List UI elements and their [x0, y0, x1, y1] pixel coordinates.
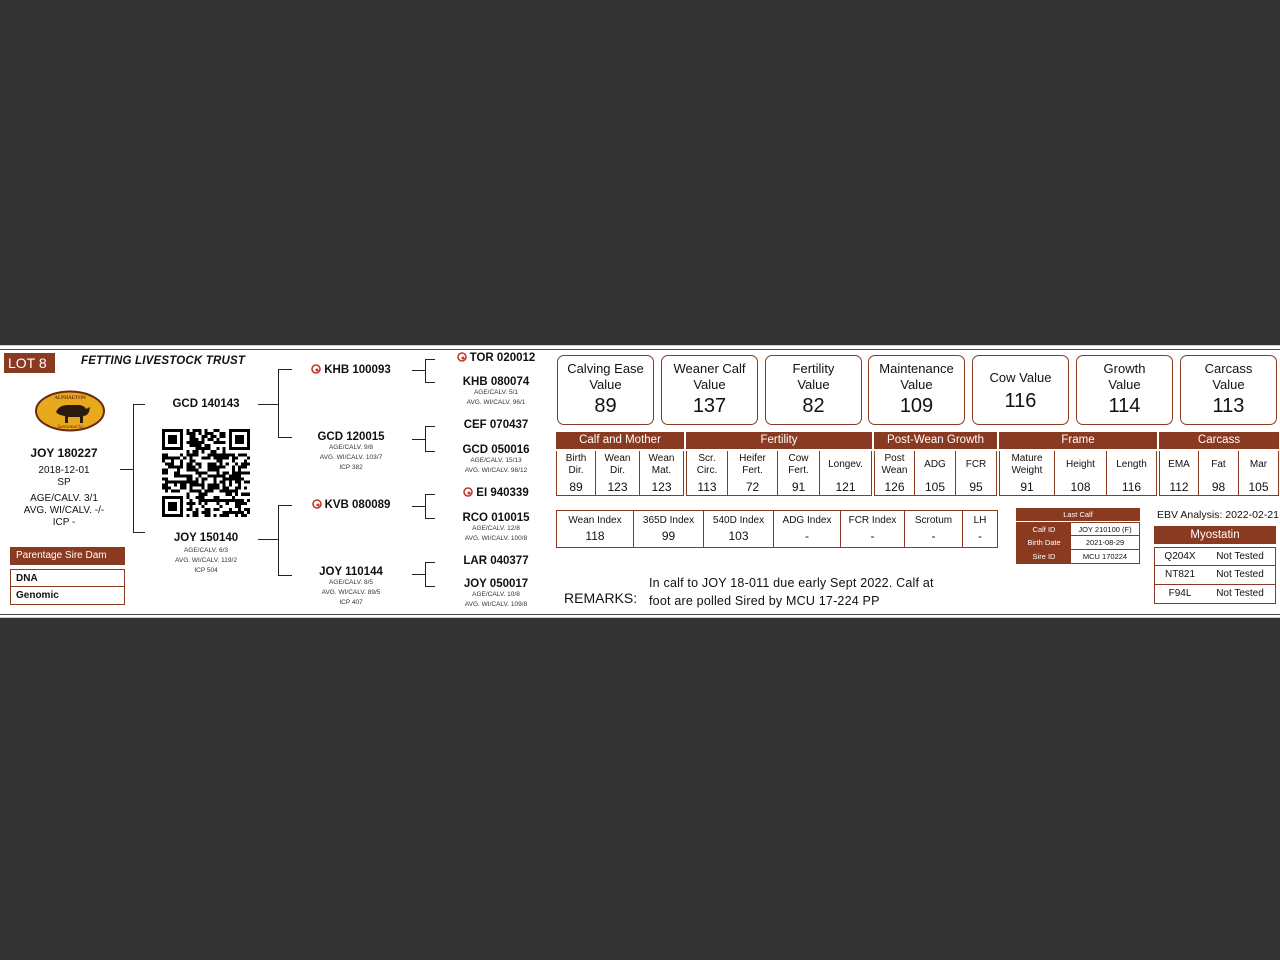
index-cell	[963, 511, 997, 547]
trait-label: Height	[1066, 459, 1095, 470]
ped-line	[278, 505, 292, 506]
group-header: Fertility	[686, 432, 872, 449]
ped-line	[425, 426, 426, 451]
sss-id	[440, 352, 552, 364]
value-label: Carcass	[1204, 361, 1253, 376]
animal-id: JOY 180227	[30, 446, 98, 460]
trait-label: Mat.	[651, 465, 672, 476]
index-label: LH	[973, 515, 987, 526]
trait-cell	[1239, 451, 1279, 496]
trait-value: 113	[697, 480, 717, 494]
value-label: Value	[1108, 377, 1141, 392]
value-box-carcass	[1180, 355, 1277, 425]
index-label: 365D Index	[642, 515, 695, 526]
trait-value: 108	[1070, 480, 1091, 494]
ds-id	[296, 499, 406, 511]
ssd-id: KHB 080074	[462, 376, 530, 388]
value-label: Calving Ease	[567, 361, 644, 376]
ped-line	[258, 539, 278, 540]
ped-line	[425, 426, 435, 427]
ss-id	[296, 364, 406, 376]
index-cell	[905, 511, 963, 547]
trait-cell	[874, 451, 915, 496]
index-cell	[841, 511, 905, 547]
trait-label: Fert.	[788, 465, 809, 476]
trait-label: Birth	[565, 453, 587, 464]
trait-value: 95	[969, 480, 983, 494]
ddd-id: JOY 050017	[463, 578, 529, 590]
myostatin-value: Not Tested	[1216, 588, 1264, 599]
trait-cell	[1199, 451, 1239, 496]
trait-label: Dir.	[568, 465, 584, 476]
index-cell	[704, 511, 774, 547]
trait-value: 72	[745, 480, 760, 494]
sdd-block	[440, 444, 552, 476]
index-cell	[634, 511, 704, 547]
index-value: -	[805, 529, 809, 543]
trait-label: Fat	[1211, 459, 1226, 470]
ebv-analysis-date: EBV Analysis: 2022-02-21	[1157, 509, 1279, 521]
myostatin-row	[1154, 585, 1276, 604]
value-label: Cow Value	[989, 370, 1052, 385]
svg-text:ALPHAETON: ALPHAETON	[54, 396, 86, 401]
dsd-age: AGE/CALV. 12/8	[472, 525, 520, 532]
svg-text:Santamaria: Santamaria	[57, 424, 83, 430]
value-number: 116	[1004, 390, 1037, 412]
trait-label: Fert.	[742, 465, 763, 476]
value-label: Fertility	[792, 361, 835, 376]
value-label: Value	[797, 377, 830, 392]
index-label: FCR Index	[848, 515, 897, 526]
last-calf-row	[1016, 550, 1140, 564]
group-header: Calf and Mother	[556, 432, 684, 449]
ped-line	[133, 404, 145, 405]
trait-cell	[1055, 451, 1107, 496]
last-calf-header: Last Calf	[1016, 508, 1140, 521]
ped-line	[425, 562, 426, 586]
last-calf-value: JOY 210100 (F)	[1078, 525, 1132, 534]
myostatin-header: Myostatin	[1154, 526, 1276, 544]
sd-wi: AVG. WI/CALV. 103/7	[319, 454, 383, 461]
myostatin-value: Not Tested	[1216, 569, 1264, 580]
ped-line	[120, 469, 134, 470]
trait-cell	[1159, 451, 1199, 496]
ped-line	[278, 369, 279, 437]
value-number: 109	[899, 395, 934, 417]
trait-cell	[556, 451, 596, 496]
ped-line	[412, 506, 425, 507]
trait-label: Length	[1116, 459, 1147, 470]
trait-label: Heifer	[739, 453, 766, 464]
ped-line	[412, 370, 425, 371]
ddd-block	[440, 578, 552, 610]
trait-label: FCR	[965, 459, 987, 470]
trait-cell	[999, 451, 1055, 496]
group-header: Frame	[999, 432, 1157, 449]
value-box-fertility	[765, 355, 862, 425]
value-label: Weaner Calf	[673, 361, 746, 376]
value-label: Value	[589, 377, 622, 392]
trait-label: Circ.	[696, 465, 718, 476]
ped-line	[278, 575, 292, 576]
index-value: 118	[585, 529, 605, 543]
value-box-growth	[1076, 355, 1173, 425]
last-calf-row	[1016, 522, 1140, 536]
bull-mark-icon	[312, 499, 322, 509]
animal-avg-wi: AVG. WI/CALV. -/-	[23, 505, 105, 516]
ped-line	[425, 562, 435, 563]
trait-value: 121	[835, 480, 856, 494]
dds-id: LAR 040377	[463, 555, 529, 567]
ped-line	[425, 359, 435, 360]
animal-type: SP	[57, 477, 71, 488]
myostatin-key: NT821	[1164, 569, 1195, 580]
dam-block	[160, 532, 252, 576]
dss-id	[440, 487, 552, 499]
index-table	[556, 510, 998, 548]
ped-line	[425, 586, 435, 587]
dam-age: AGE/CALV. 6/3	[183, 547, 229, 554]
index-value: -	[870, 529, 875, 543]
top-rule	[0, 349, 1280, 350]
value-label: Value	[900, 377, 933, 392]
dsd-wi: AVG. WI/CALV. 100/8	[464, 535, 528, 542]
value-label: Value	[1212, 377, 1245, 392]
value-box-calving-ease	[557, 355, 654, 425]
ddd-wi: AVG. WI/CALV. 109/8	[464, 601, 528, 608]
trait-label: Scr.	[698, 453, 716, 464]
ped-line	[425, 359, 426, 382]
dd-icp: ICP 407	[339, 599, 363, 606]
myostatin-row	[1154, 547, 1276, 566]
index-cell	[557, 511, 634, 547]
trait-cell	[596, 451, 640, 496]
sd-age: AGE/CALV. 9/8	[328, 444, 374, 451]
index-cell	[774, 511, 841, 547]
lot-badge: LOT 8	[4, 353, 55, 373]
parentage-header: Parentage Sire Dam	[10, 547, 125, 565]
sd-block	[296, 431, 406, 473]
trait-label: Cow	[788, 453, 809, 464]
dd-wi: AVG. WI/CALV. 89/5	[321, 589, 381, 596]
index-label: 540D Index	[712, 515, 765, 526]
index-value: 103	[728, 529, 749, 543]
trait-cell	[640, 451, 684, 496]
trait-label: Post	[884, 453, 905, 464]
ped-line	[278, 437, 292, 438]
ssd-block	[440, 376, 552, 408]
animal-icp: ICP -	[52, 517, 76, 528]
ped-line	[425, 494, 435, 495]
index-value: -	[978, 529, 982, 543]
ped-line	[133, 532, 145, 533]
sds-id: CEF 070437	[463, 419, 529, 431]
parentage-row-dna: DNA	[10, 569, 125, 587]
ddd-age: AGE/CALV. 10/8	[472, 591, 520, 598]
animal-details	[14, 446, 114, 529]
bull-logo-icon	[34, 390, 106, 432]
trait-label: Mar	[1249, 459, 1268, 470]
trait-label: Wean	[648, 453, 675, 464]
trait-cell	[915, 451, 956, 496]
group-header: Post-Wean Growth	[874, 432, 997, 449]
trait-value: 89	[569, 480, 583, 494]
sss-id-text: TOR 020012	[469, 352, 536, 364]
trust-name: FETTING LIVESTOCK TRUST	[81, 355, 246, 367]
animal-age-calv: AGE/CALV. 3/1	[30, 493, 98, 504]
qr-code[interactable]	[162, 429, 250, 517]
animal-dob: 2018-12-01	[38, 465, 90, 476]
ped-line	[425, 494, 426, 518]
trait-value: 116	[1121, 480, 1142, 494]
dam-wi: AVG. WI/CALV. 119/2	[175, 557, 237, 564]
value-label: Maintenance	[879, 361, 954, 376]
ds-id-text: KVB 080089	[324, 499, 391, 511]
sdd-age: AGE/CALV. 15/13	[470, 457, 522, 464]
index-value: -	[931, 529, 936, 543]
value-box-weaner-calf	[661, 355, 758, 425]
last-calf-key: Calf ID	[1017, 523, 1071, 535]
trait-value: 112	[1169, 480, 1189, 494]
trait-value: 105	[924, 480, 946, 494]
remarks-text: In calf to JOY 18-011 due early Sept 2022. Calf at foot are polled Sired by MCU 17-224 PP	[649, 576, 934, 608]
last-calf-table	[1016, 508, 1140, 564]
lot-card	[0, 345, 1280, 618]
ped-line	[425, 518, 435, 519]
myostatin-value: Not Tested	[1216, 551, 1264, 562]
sire-id: GCD 140143	[172, 398, 240, 410]
trait-value: 98	[1211, 480, 1226, 494]
ped-line	[278, 369, 292, 370]
sdd-id: GCD 050016	[462, 444, 530, 456]
value-number: 114	[1108, 395, 1141, 417]
trait-cell	[728, 451, 778, 496]
trait-label: Wean	[881, 465, 908, 476]
last-calf-key: Birth Date	[1017, 536, 1071, 549]
last-calf-value: 2021-08-29	[1085, 538, 1125, 547]
value-number: 82	[802, 395, 825, 417]
sdd-wi: AVG. WI/CALV. 98/12	[464, 467, 528, 474]
last-calf-value: MCU 170224	[1082, 552, 1128, 561]
trait-cell	[820, 451, 872, 496]
last-calf-row	[1016, 536, 1140, 550]
myostatin-key: Q204X	[1164, 551, 1196, 562]
parentage-row-genomic: Genomic	[10, 587, 125, 605]
trait-value: 91	[1020, 480, 1034, 494]
bull-mark-icon	[457, 352, 467, 362]
dsd-id: RCO 010015	[462, 512, 530, 524]
index-value: 99	[661, 529, 676, 543]
trait-value: 126	[884, 480, 905, 494]
ped-line	[412, 574, 425, 575]
trait-cell	[1107, 451, 1157, 496]
sd-icp: ICP 382	[339, 464, 363, 471]
bottom-rule	[0, 614, 1280, 615]
index-label: Wean Index	[568, 515, 622, 526]
ped-line	[425, 382, 435, 383]
trait-value: 91	[791, 480, 806, 494]
trait-label: Weight	[1011, 465, 1043, 476]
dam-icp: ICP 504	[194, 567, 218, 574]
dd-block	[296, 566, 406, 608]
dsd-block	[440, 512, 552, 544]
myostatin-row	[1154, 566, 1276, 585]
trait-label: Wean	[604, 453, 631, 464]
bull-mark-icon	[311, 364, 321, 374]
sd-id: GCD 120015	[317, 431, 385, 443]
trait-label: Dir.	[609, 465, 625, 476]
ssd-age: AGE/CALV. 5/1	[473, 389, 519, 396]
bull-mark-icon	[463, 487, 473, 497]
value-number: 113	[1212, 395, 1245, 417]
trait-label: Mature	[1011, 453, 1043, 464]
trait-cell	[778, 451, 820, 496]
remarks-label: REMARKS:	[564, 590, 638, 606]
parentage-table	[10, 547, 125, 605]
trait-label: ADG	[924, 459, 946, 470]
value-number: 137	[692, 395, 727, 417]
trait-label: EMA	[1168, 459, 1190, 470]
value-number: 89	[594, 395, 617, 417]
myostatin-table	[1154, 526, 1276, 604]
dss-id-text: EI 940339	[476, 487, 529, 499]
trait-value: 123	[651, 480, 672, 494]
ped-line	[133, 404, 134, 532]
ss-id-text: KHB 100093	[324, 364, 391, 376]
value-box-cow	[972, 355, 1069, 425]
last-calf-key: Sire ID	[1017, 550, 1071, 563]
ssd-wi: AVG. WI/CALV. 96/1	[466, 399, 526, 406]
value-label: Value	[693, 377, 726, 392]
trait-cell	[956, 451, 997, 496]
value-box-maintenance	[868, 355, 965, 425]
group-header: Carcass	[1159, 432, 1279, 449]
value-label: Growth	[1103, 361, 1146, 376]
trait-label: Longev.	[828, 459, 863, 470]
ped-line	[258, 404, 278, 405]
dd-age: AGE/CALV. 8/5	[328, 579, 374, 586]
trait-value: 123	[607, 480, 628, 494]
myostatin-key: F94L	[1168, 588, 1192, 599]
index-label: ADG Index	[782, 515, 832, 526]
trait-value: 105	[1248, 480, 1269, 494]
index-label: Scrotum	[914, 515, 953, 526]
ped-line	[412, 439, 425, 440]
ped-line	[425, 451, 435, 452]
trait-cell	[686, 451, 728, 496]
ped-line	[278, 505, 279, 575]
dd-id: JOY 110144	[319, 566, 383, 578]
dam-id: JOY 150140	[173, 532, 239, 544]
